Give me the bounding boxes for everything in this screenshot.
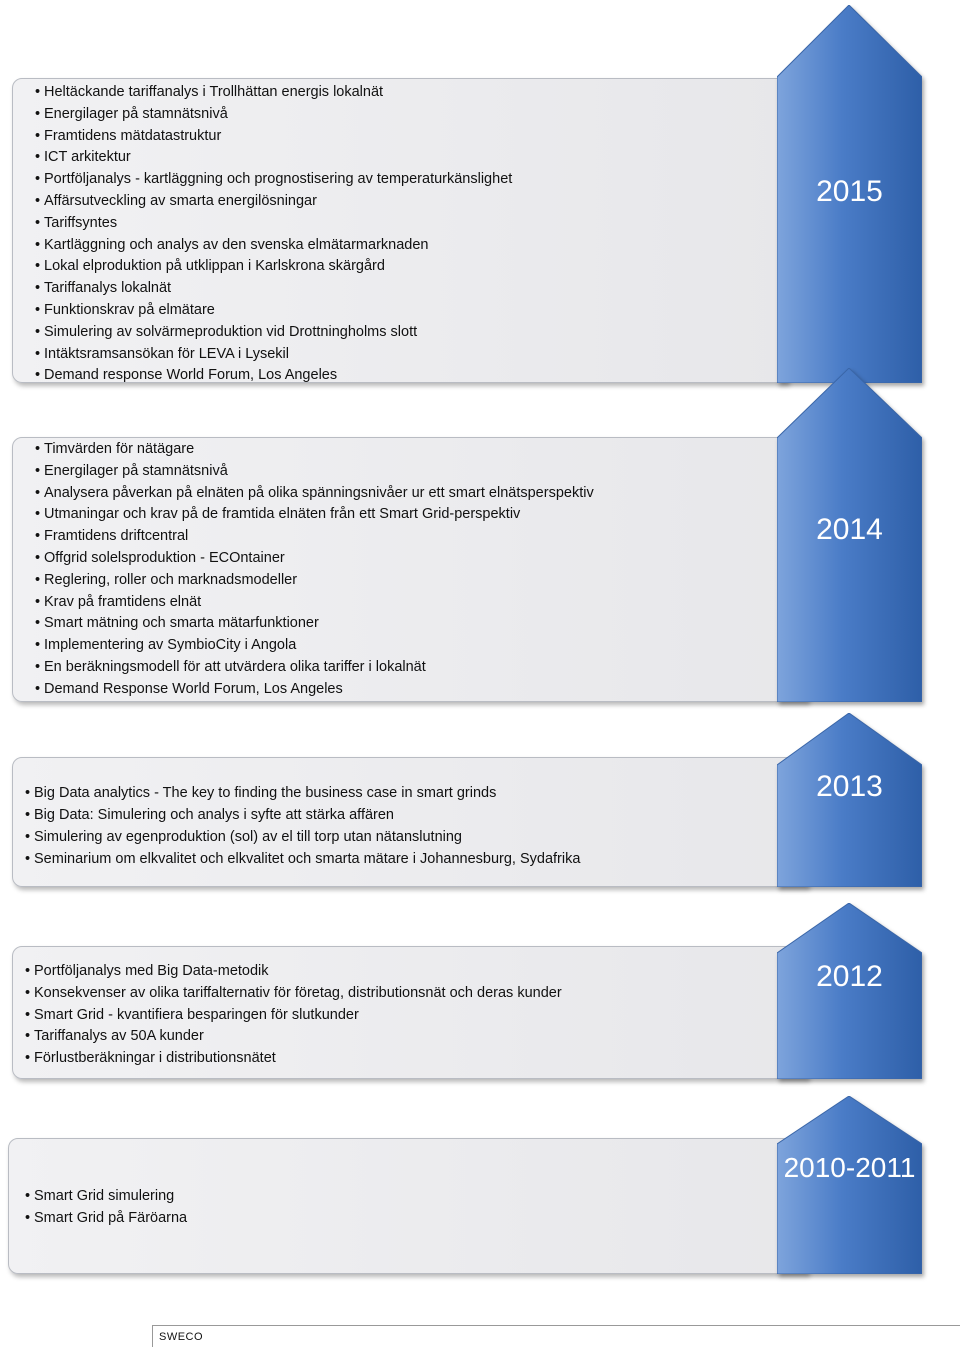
- list-item: • Seminarium om elkvalitet och elkvalitet och smarta mätare i Johannesburg, Sydafrika: [25, 848, 807, 870]
- year-arrow: [777, 368, 922, 702]
- project-list-panel: [12, 757, 808, 887]
- year-arrow: [777, 713, 922, 887]
- list-item: • Kartläggning och analys av den svenska elmätarmarknaden: [35, 235, 787, 257]
- list-item: • Lokal elproduktion på utklippan i Karlskrona skärgård: [35, 256, 787, 278]
- project-list: [25, 1185, 807, 1229]
- list-item: • Portföljanalys med Big Data-metodik: [25, 961, 807, 983]
- project-list-panel: [12, 437, 808, 702]
- list-item: • Tariffsyntes: [35, 213, 787, 235]
- year-label: 2010-2011: [783, 1152, 916, 1183]
- list-item: • En beräkningsmodell för att utvärdera olika tariffer i lokalnät: [35, 657, 807, 679]
- list-item: • ICT arkitektur: [35, 147, 787, 169]
- list-item: • Energilager på stamnätsnivå: [35, 461, 807, 483]
- list-item: • Framtidens driftcentral: [35, 526, 807, 548]
- list-item: • Reglering, roller och marknadsmodeller: [35, 570, 807, 592]
- list-item: • Smart Grid på Färöarna: [25, 1207, 807, 1229]
- list-item: • Affärsutveckling av smarta energilösningar: [35, 191, 787, 213]
- footer-divider-tick: [152, 1325, 153, 1347]
- list-item: • Intäktsramsansökan för LEVA i Lysekil: [35, 344, 787, 366]
- year-label: 2013: [816, 770, 883, 803]
- list-item: • Smart Grid - kvantifiera besparingen för slutkunder: [25, 1005, 807, 1027]
- list-item: • Krav på framtidens elnät: [35, 592, 807, 614]
- project-list-panel: [12, 78, 788, 383]
- list-item: • Big Data analytics - The key to finding the business case in smart grinds: [25, 782, 807, 804]
- year-label: 2012: [816, 960, 883, 993]
- list-item: • Utmaningar och krav på de framtida elnäten från ett Smart Grid-perspektiv: [35, 504, 807, 526]
- list-item: • Smart mätning och smarta mätarfunktioner: [35, 613, 807, 635]
- list-item: • Tariffanalys lokalnät: [35, 278, 787, 300]
- list-item: • Implementering av SymbioCity i Angola: [35, 635, 807, 657]
- list-item: • Funktionskrav på elmätare: [35, 300, 787, 322]
- arrow-shape: [777, 1096, 922, 1274]
- project-list-panel: [12, 946, 808, 1079]
- year-arrow: [777, 5, 922, 383]
- project-list: [25, 782, 807, 870]
- list-item: • Förlustberäkningar i distributionsnätet: [25, 1048, 807, 1070]
- project-list: [25, 961, 807, 1070]
- list-item: • Demand Response World Forum, Los Angeles: [35, 679, 807, 701]
- year-arrow: [777, 903, 922, 1079]
- list-item: • Smart Grid simulering: [25, 1185, 807, 1207]
- year-arrow: [777, 1096, 922, 1274]
- list-item: • Offgrid solelsproduktion - ECOntainer: [35, 548, 807, 570]
- list-item: • Portföljanalys - kartläggning och prognostisering av temperaturkänslighet: [35, 169, 787, 191]
- list-item: • Tariffanalys av 50A kunder: [25, 1026, 807, 1048]
- footer-divider: [152, 1325, 960, 1326]
- list-item: • Analysera påverkan på elnäten på olika spänningsnivåer ur ett smart elnätsperspektiv: [35, 483, 807, 505]
- list-item: • Big Data: Simulering och analys i syfte att stärka affären: [25, 804, 807, 826]
- list-item: • Energilager på stamnätsnivå: [35, 104, 787, 126]
- list-item: • Simulering av solvärmeproduktion vid Drottningholms slott: [35, 322, 787, 344]
- list-item: • Demand response World Forum, Los Angeles: [35, 365, 787, 387]
- year-label: 2014: [816, 513, 883, 546]
- list-item: • Timvärden för nätägare: [35, 439, 807, 461]
- project-list: [35, 82, 787, 387]
- list-item: • Konsekvenser av olika tariffalternativ för företag, distributionsnät och deras kunder: [25, 983, 807, 1005]
- project-list-panel: [8, 1138, 808, 1274]
- footer-company-label: SWECO: [159, 1331, 204, 1343]
- year-label: 2015: [816, 175, 883, 208]
- list-item: • Simulering av egenproduktion (sol) av el till torp utan nätanslutning: [25, 826, 807, 848]
- list-item: • Heltäckande tariffanalys i Trollhättan energis lokalnät: [35, 82, 787, 104]
- list-item: • Framtidens mätdatastruktur: [35, 126, 787, 148]
- project-list: [35, 439, 807, 701]
